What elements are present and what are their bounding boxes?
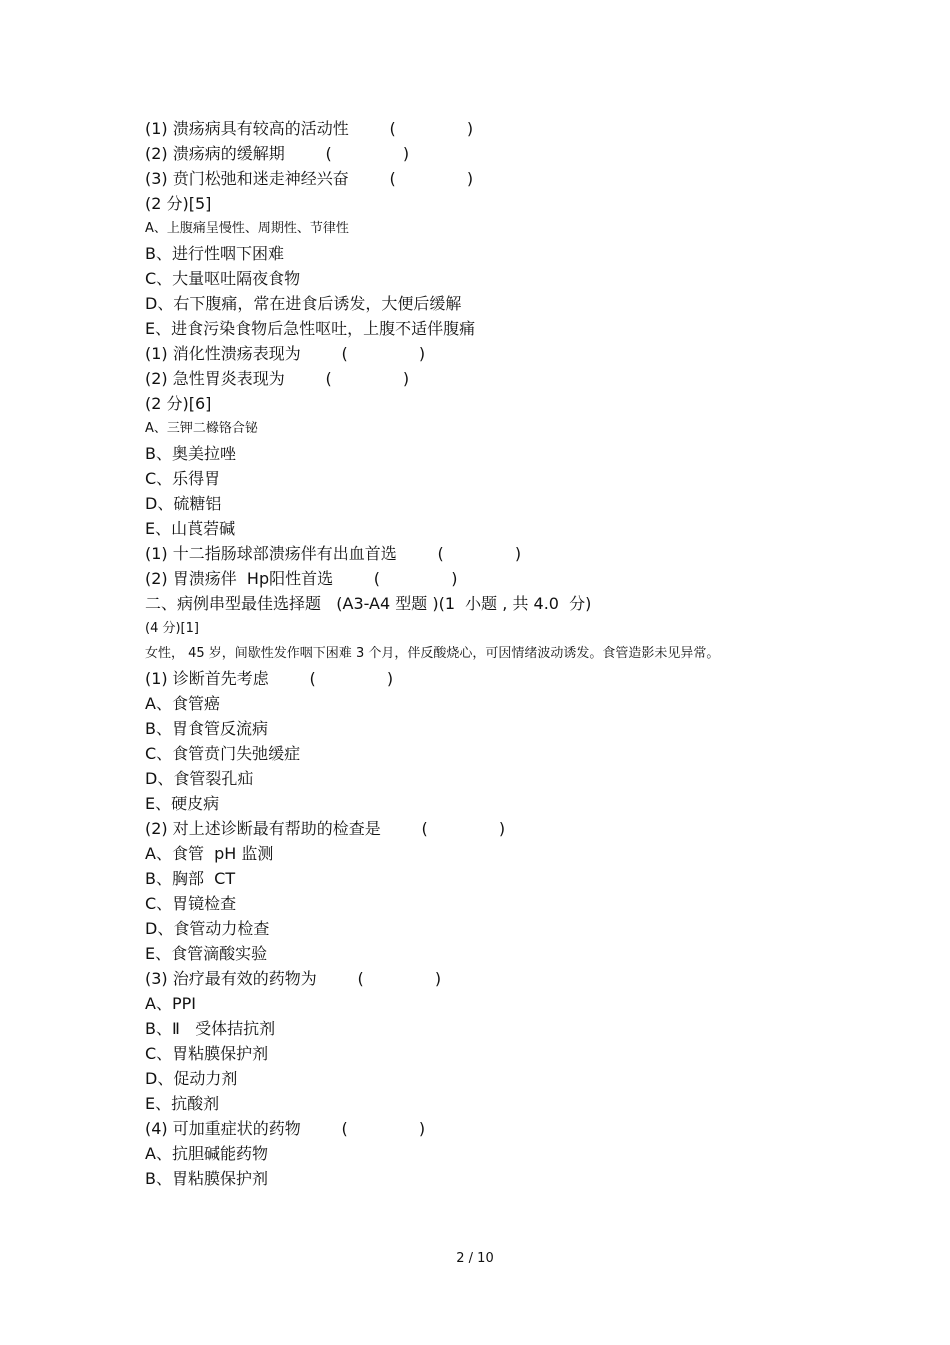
question-line: (1) 诊断首先考虑 ( ) bbox=[145, 669, 394, 688]
option-line: D、硫糖铝 bbox=[145, 494, 222, 513]
option-line: E、抗酸剂 bbox=[145, 1094, 220, 1113]
option-line: D、右下腹痛，常在进食后诱发，大便后缓解 bbox=[145, 294, 462, 313]
option-line: C、胃镜检查 bbox=[145, 894, 237, 913]
option-line: C、大量呕吐隔夜食物 bbox=[145, 269, 301, 288]
question-header: (2 分)[5] bbox=[145, 194, 212, 213]
question-line: (1) 消化性溃疡表现为 ( ) bbox=[145, 344, 426, 363]
option-line: B、进行性咽下困难 bbox=[145, 244, 284, 263]
option-line: B、胃粘膜保护剂 bbox=[145, 1169, 268, 1188]
option-line: E、硬皮病 bbox=[145, 794, 220, 813]
question-line: (3) 贲门松弛和迷走神经兴奋 ( ) bbox=[145, 169, 474, 188]
option-line: B、Ⅱ 受体拮抗剂 bbox=[145, 1019, 276, 1038]
question-line: (3) 治疗最有效的药物为 ( ) bbox=[145, 969, 442, 988]
document-body bbox=[145, 116, 785, 1191]
question-line: (1) 十二指肠球部溃疡伴有出血首选 ( ) bbox=[145, 544, 522, 563]
option-line: A、食管癌 bbox=[145, 694, 220, 713]
question-line: (2) 胃溃疡伴 Hp阳性首选 ( ) bbox=[145, 569, 458, 588]
option-line: E、食管滴酸实验 bbox=[145, 944, 268, 963]
option-line: B、奥美拉唑 bbox=[145, 444, 236, 463]
option-line: D、促动力剂 bbox=[145, 1069, 238, 1088]
question-line: (2) 溃疡病的缓解期 ( ) bbox=[145, 144, 410, 163]
case-description: 女性， 45 岁，间歇性发作咽下困难 3 个月，伴反酸烧心，可因情绪波动诱发。食管造影未见异常。 bbox=[145, 646, 720, 661]
option-line: A、抗胆碱能药物 bbox=[145, 1144, 268, 1163]
option-line: D、食管动力检查 bbox=[145, 919, 270, 938]
option-line: D、食管裂孔疝 bbox=[145, 769, 254, 788]
option-line: A、三钾二橼铬合铋 bbox=[145, 421, 258, 436]
page-number: 2 / 10 bbox=[456, 1251, 494, 1266]
option-line: C、食管贲门失弛缓症 bbox=[145, 744, 301, 763]
option-line: A、PPI bbox=[145, 994, 196, 1013]
option-line: B、胃食管反流病 bbox=[145, 719, 268, 738]
question-line: (2) 急性胃炎表现为 ( ) bbox=[145, 369, 410, 388]
question-line: (2) 对上述诊断最有帮助的检查是 ( ) bbox=[145, 819, 506, 838]
option-line: B、胸部 CT bbox=[145, 869, 236, 888]
question-header: (4 分)[1] bbox=[145, 621, 199, 636]
option-line: C、胃粘膜保护剂 bbox=[145, 1044, 269, 1063]
option-line: A、食管 pH 监测 bbox=[145, 844, 274, 863]
question-line: (4) 可加重症状的药物 ( ) bbox=[145, 1119, 426, 1138]
section-title: 二、病例串型最佳选择题 (A3-A4 型题 )(1 小题 , 共 4.0 分) bbox=[145, 594, 592, 613]
option-line: A、上腹痛呈慢性、周期性、节律性 bbox=[145, 221, 349, 236]
question-header: (2 分)[6] bbox=[145, 394, 212, 413]
option-line: E、进食污染食物后急性呕吐，上腹不适伴腹痛 bbox=[145, 319, 476, 338]
option-line: E、山莨菪碱 bbox=[145, 519, 236, 538]
option-line: C、乐得胃 bbox=[145, 469, 221, 488]
question-line: (1) 溃疡病具有较高的活动性 ( ) bbox=[145, 119, 474, 138]
